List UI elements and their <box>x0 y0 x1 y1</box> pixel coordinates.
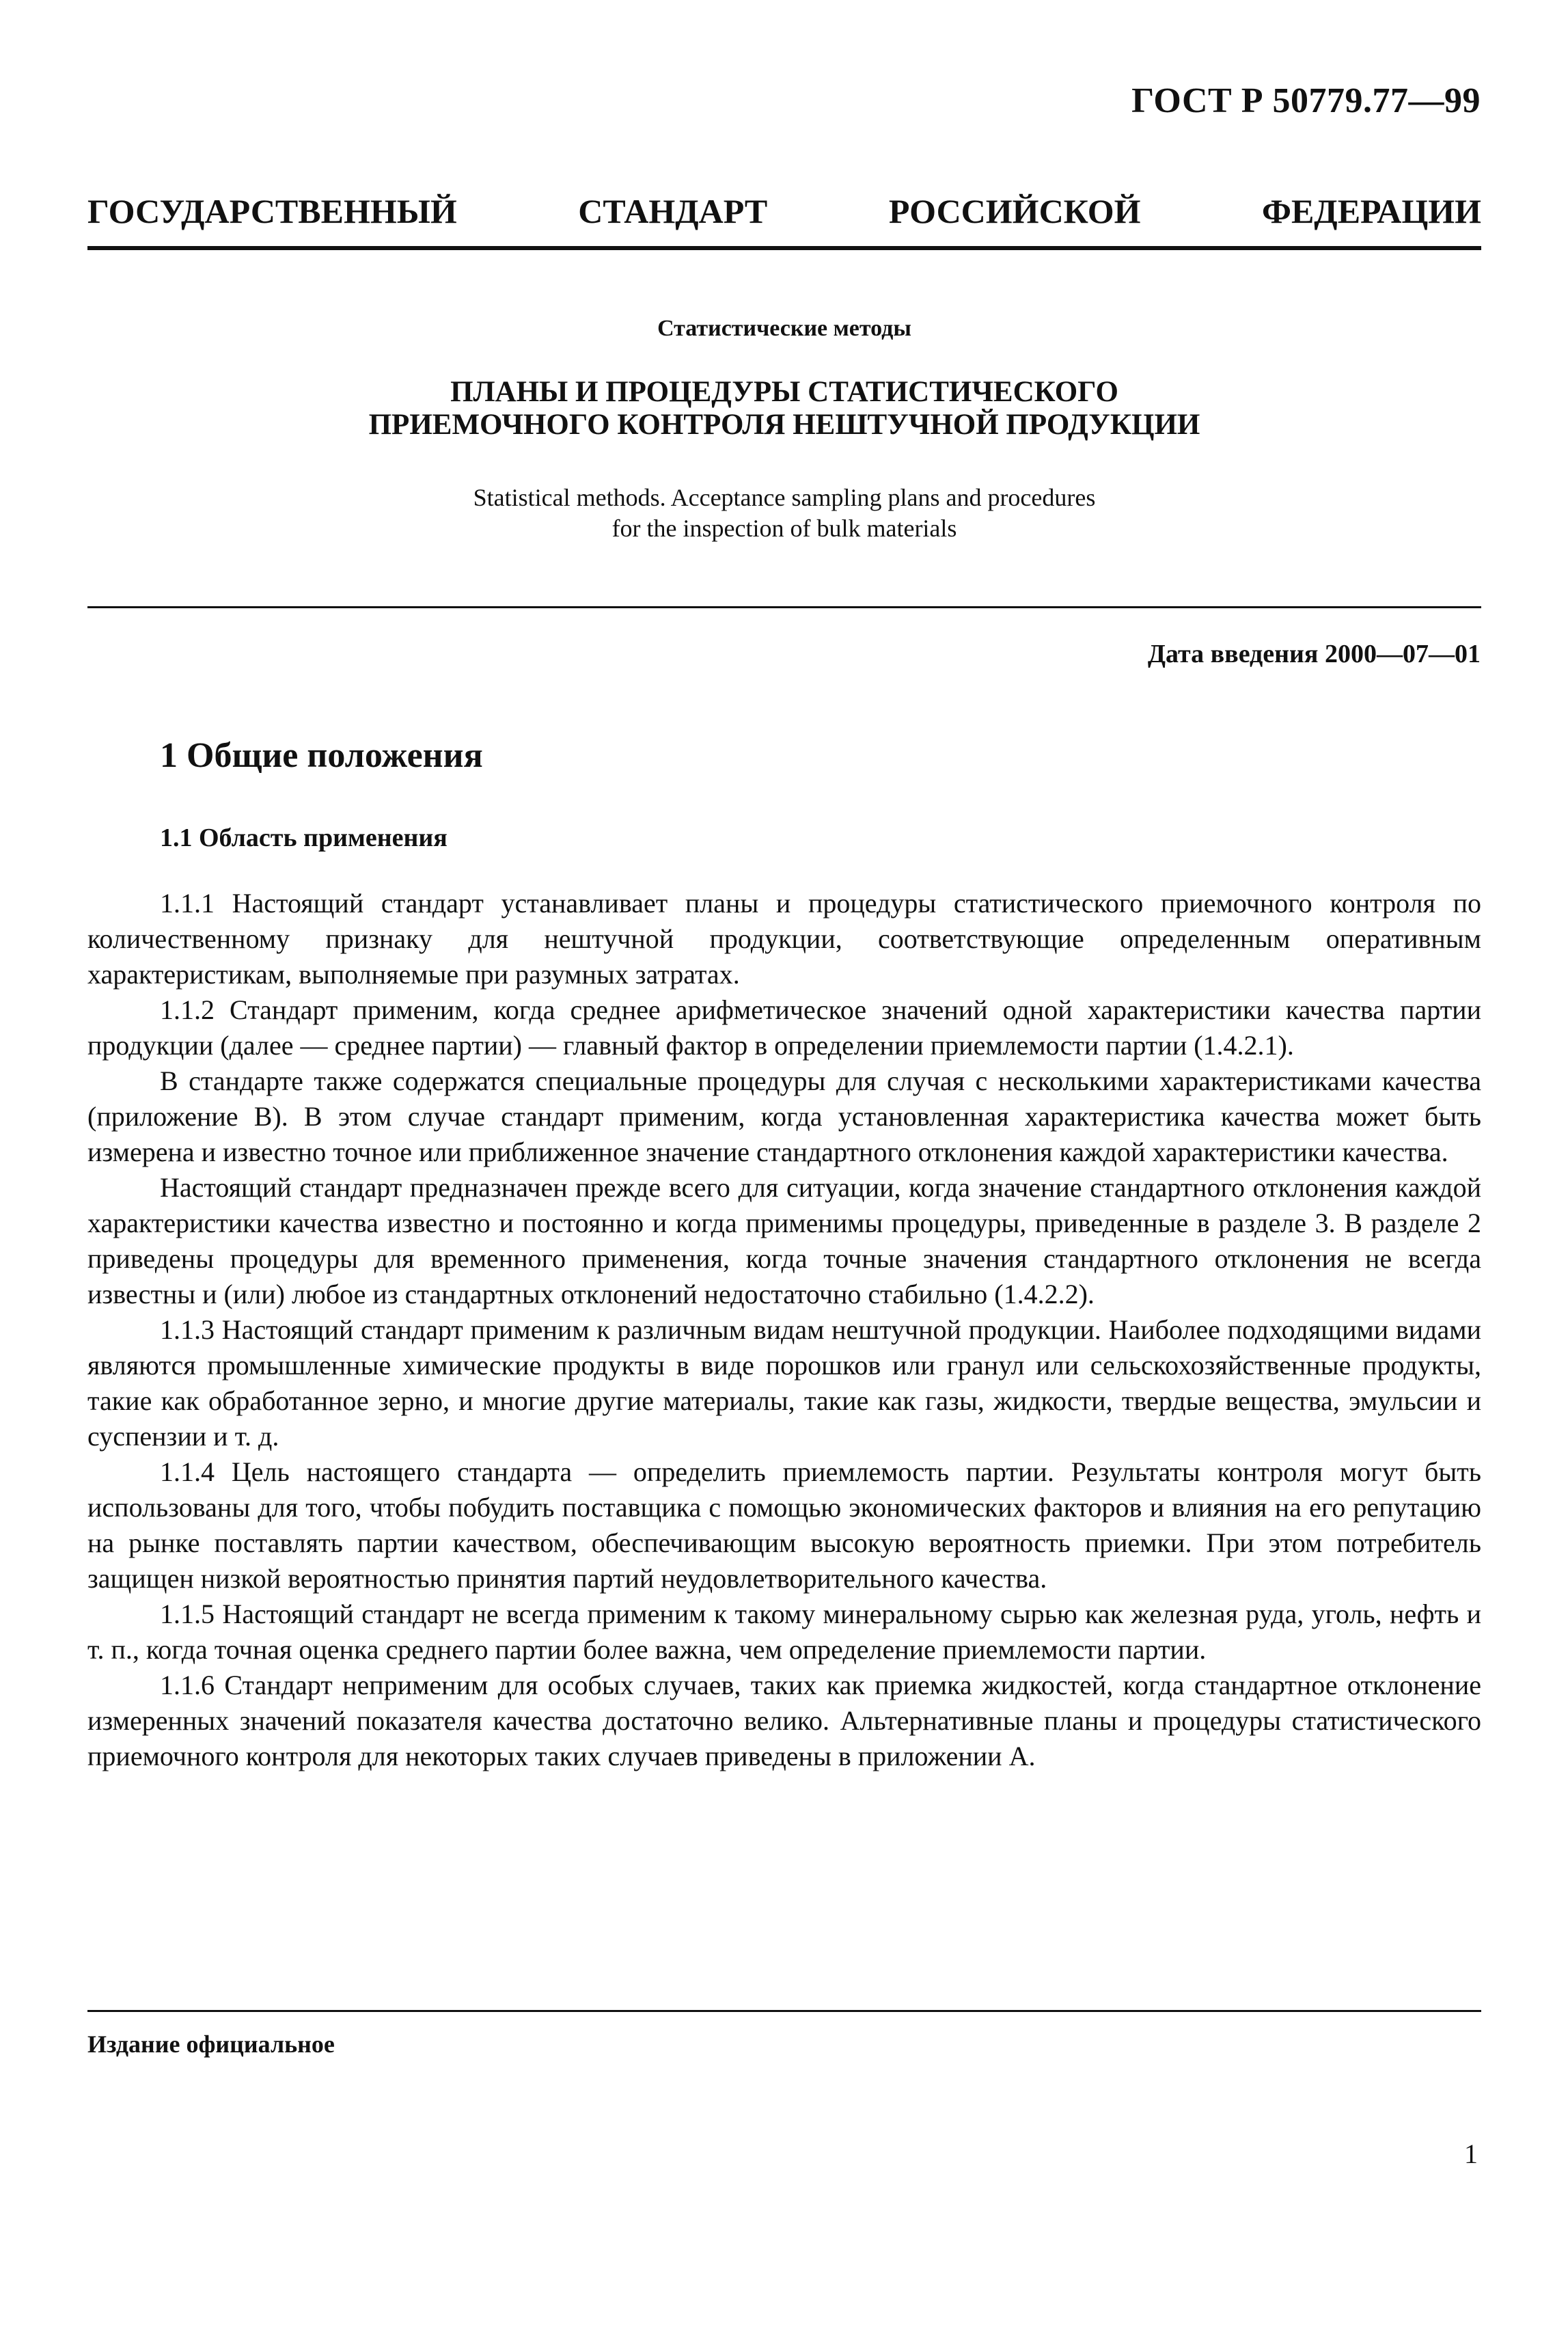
paragraph-1-1-5: 1.1.5 Настоящий стандарт не всегда применим к такому минеральному сырью как железная руда, уголь, нефть и т. п., когда точная оценка среднего партии более важна, чем определение приемлемости партии. <box>87 1599 1481 1665</box>
paragraph-1-1-4: 1.1.4 Цель настоящего стандарта — определить приемлемость партии. Результаты контроля могут быть использованы для того, чтобы побудить поставщика с помощью экономических факторов и влияния на его репутацию на рынке поставлять партии качеством, обеспечивающим высокую вероятность приемки. При этом потребитель защищен низкой вероятностью принятия партий неудовлетворительного качества. <box>87 1456 1481 1594</box>
edition-note: Издание официальное <box>87 2030 335 2058</box>
paragraph-1-1-3: 1.1.3 Настоящий стандарт применим к различным видам нештучной продукции. Наиболее подходящими видами являются промышленные химические продукты в виде порошков или гранул или сельскохозяйственные продукты, такие как обработанное зерно, и многие другие материалы, такие как газы, жидкости, твердые вещества, эмульсии и суспензии и т. д. <box>87 1314 1481 1452</box>
document-title-en <box>87 482 1481 544</box>
paragraph-1-1-1: 1.1.1 Настоящий стандарт устанавливает планы и процедуры статистического приемочного контроля по количественному признаку для нештучной продукции, соответствующие определенным оперативным характеристикам, выполняемые при разумных затратах. <box>87 888 1481 990</box>
paragraph-intended-use: Настоящий стандарт предназначен прежде всего для ситуации, когда значение стандартного отклонения каждой характеристики качества известно и постоянно и когда применимы процедуры, приведенные в разделе 3. В разделе 2 приведены процедуры для временного применения, когда точные значения стандартного отклонения не всегда известны и (или) любое из стандартных отклонений недостаточно стабильно (1.4.2.2). <box>87 1172 1481 1309</box>
footer-divider <box>87 2010 1481 2012</box>
body-text <box>87 886 1481 1774</box>
section-heading: 1 Общие положения <box>160 736 483 775</box>
gost-code: ГОСТ Р 50779.77—99 <box>1131 81 1481 120</box>
document-subject: Статистические методы <box>657 316 911 341</box>
title-divider <box>87 606 1481 608</box>
page-number: 1 <box>1464 2138 1478 2169</box>
introduction-date: Дата введения 2000—07—01 <box>1147 640 1481 668</box>
paragraph-multiple-characteristics: В стандарте также содержатся специальные процедуры для случая с несколькими характеристиками качества (приложение В). В этом случае стандарт применим, когда установленная характеристика качества может быть измерена и известно точное или приближенное значение стандартного отклонения каждой характеристики качества. <box>87 1065 1481 1167</box>
paragraph-1-1-6: 1.1.6 Стандарт неприменим для особых случаев, таких как приемка жидкостей, когда стандартное отклонение измеренных значений показателя качества достаточно велико. Альтернативные планы и процедуры статистического приемочного контроля для некоторых таких случаев приведены в приложении А. <box>87 1670 1481 1771</box>
paragraph-1-1-2: 1.1.2 Стандарт применим, когда среднее арифметическое значений одной характеристики качества партии продукции (далее — среднее партии) — главный фактор в определении приемлемости партии (1.4.2.1). <box>87 994 1481 1061</box>
header-divider <box>87 246 1481 250</box>
title-en-line: for the inspection of bulk materials <box>611 515 957 542</box>
title-en-line: Statistical methods. Acceptance sampling plans and procedures <box>473 484 1096 511</box>
title-ru-line: ПРИЕМОЧНОГО КОНТРОЛЯ НЕШТУЧНОЙ ПРОДУКЦИИ <box>368 409 1200 441</box>
subsection-heading: 1.1 Область применения <box>160 824 448 852</box>
document-title-ru <box>87 376 1481 441</box>
title-ru-line: ПЛАНЫ И ПРОЦЕДУРЫ СТАТИСТИЧЕСКОГО <box>450 376 1118 408</box>
state-standard-banner: ГОСУДАРСТВЕННЫЙ СТАНДАРТ РОССИЙСКОЙ ФЕДЕРАЦИИ <box>87 192 1481 230</box>
